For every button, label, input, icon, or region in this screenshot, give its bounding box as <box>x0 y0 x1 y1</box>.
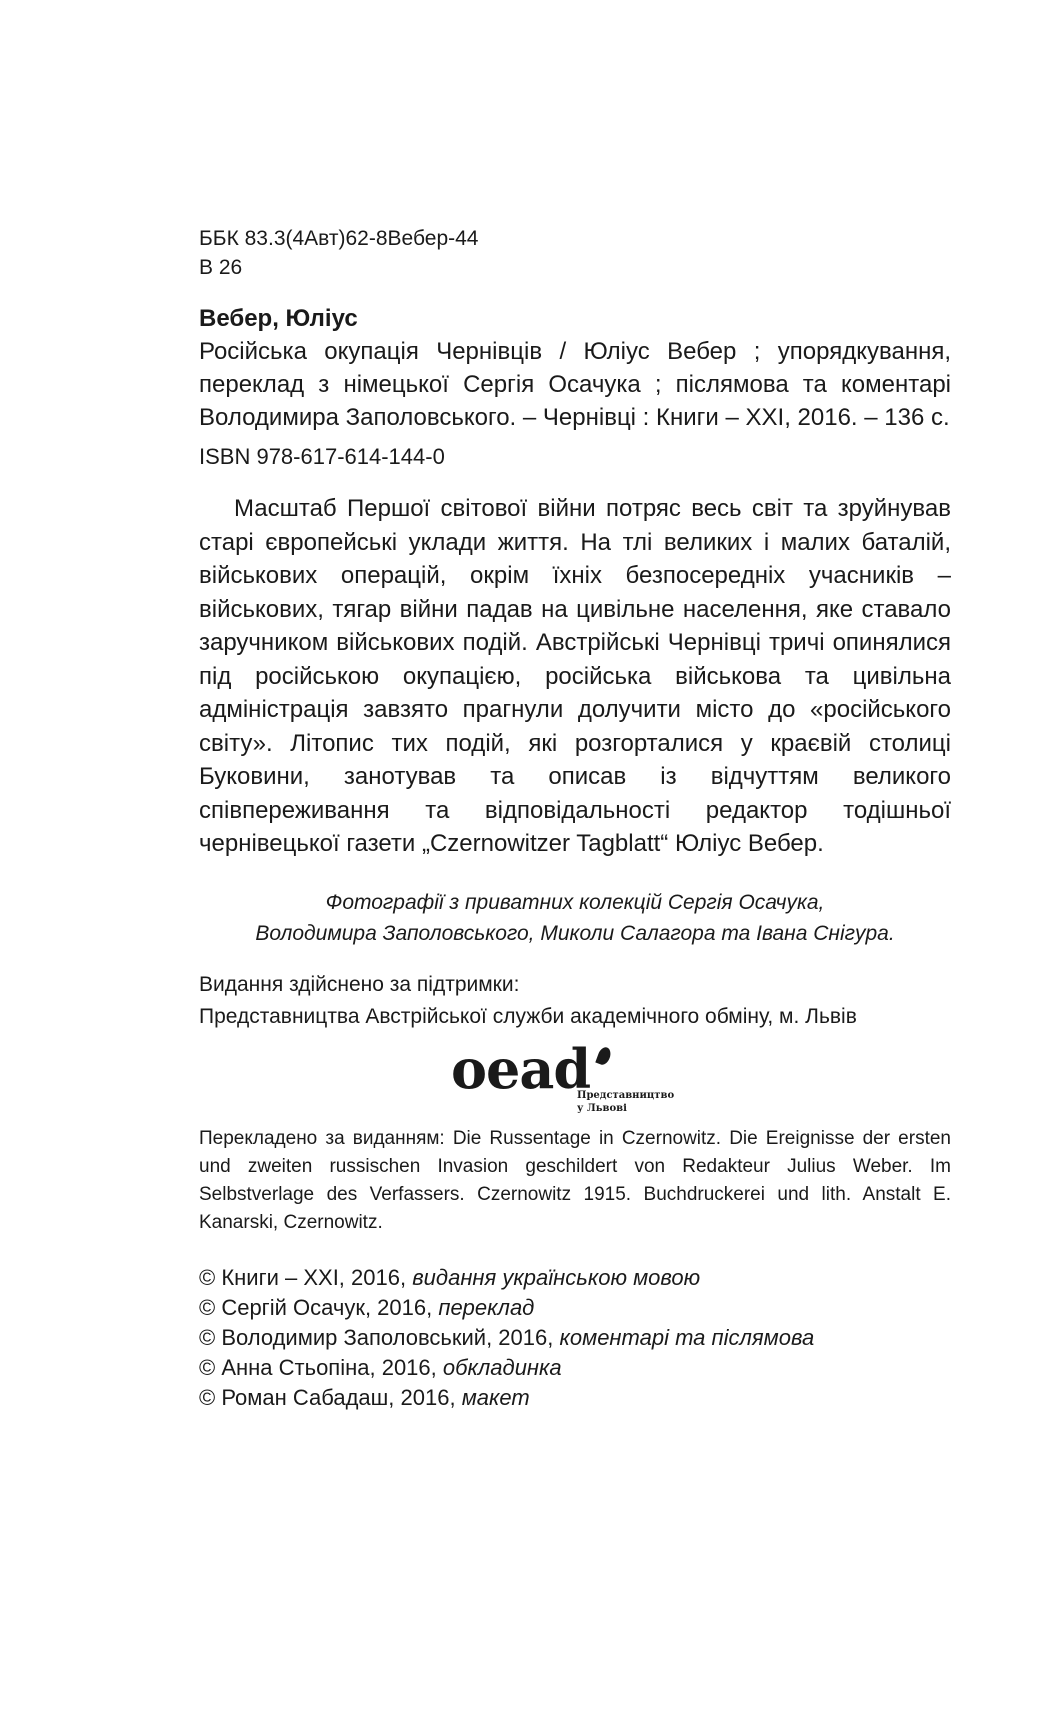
oead-logo-caption <box>577 1089 674 1115</box>
copyright-line <box>199 1263 951 1293</box>
logo-caption-line-2: у Львові <box>577 1102 627 1114</box>
bbk-code: ББК 83.3(4Авт)62-8Вебер-44 <box>199 227 479 250</box>
original-edition-note: Перекладено за виданням: Die Russentage in Czernowitz. Die Ereignisse der ersten und zweiten russischen Invasion geschildert von Redakteur Julius Weber. Im Selbstverlage des Verfassers. Czernowitz 1915. Buchdruckerei und lith. Anstalt E. Kanarski, Czernowitz. <box>199 1127 951 1233</box>
copyright-line <box>199 1293 951 1323</box>
copyright-line <box>199 1323 951 1353</box>
photo-credits-line-1: Фотографії з приватних колекцій Сергія Осачука, <box>325 890 825 914</box>
entry-author: Вебер, Юліус <box>199 305 358 332</box>
copyright-list <box>199 1263 951 1413</box>
bibliographic-entry <box>199 302 951 434</box>
copyright-role: обкладинка <box>442 1354 562 1380</box>
copyright-line <box>199 1353 951 1383</box>
photo-credits <box>199 887 951 949</box>
imprint-page <box>199 224 951 1413</box>
support-line-2: Представництва Австрійської служби академічного обміну, м. Львів <box>199 1004 857 1028</box>
oead-logo <box>451 1036 711 1117</box>
copyright-role: переклад <box>438 1294 535 1320</box>
author-index: В 26 <box>199 256 243 279</box>
logo-accent-icon <box>595 1045 612 1066</box>
photo-credits-line-2: Володимира Заполовського, Миколи Салагора та Івана Снігура. <box>255 921 895 945</box>
copyright-role: макет <box>461 1384 530 1410</box>
copyright-holder: © Сергій Осачук, 2016, <box>199 1294 439 1320</box>
bbk-block <box>199 224 951 282</box>
logo-caption-line-1: Представництво <box>577 1089 675 1101</box>
isbn: ISBN 978-617-614-144-0 <box>199 444 445 469</box>
copyright-holder: © Володимир Заполовський, 2016, <box>199 1324 560 1350</box>
support-note <box>199 969 951 1033</box>
copyright-line <box>199 1383 951 1413</box>
entry-description: Російська окупація Чернівців / Юліус Вебер ; упорядкування, переклад з німецької Сергія Осачука ; післямова та коментарі Володимира Заполовського. – Чернівці : Книги – ХХІ, 2016. – 136 с. <box>199 338 951 431</box>
oead-wordmark: oead <box>451 1036 591 1101</box>
copyright-role: коментарі та післямова <box>559 1324 815 1350</box>
support-line-1: Видання здійснено за підтримки: <box>199 972 520 996</box>
copyright-holder: © Роман Сабадаш, 2016, <box>199 1384 462 1410</box>
copyright-holder: © Анна Стьопіна, 2016, <box>199 1354 443 1380</box>
annotation-paragraph: Масштаб Першої світової війни потряс весь світ та зруйнував старі європейські уклади життя. На тлі великих і малих баталій, військових операцій, окрім їхніх безпосередніх учасників – військових, тягар війни падав на цивільне населення, яке ставало заручником військових подій. Австрійські Чернівці тричі опинялися під російською окупацією, російська військова та цивільна адміністрація завзято прагнули долучити місто до «російського світу». Літопис тих подій, які розгорталися у краєвій столиці Буковини, занотував та описав із відчуттям великого співпереживання та відповідальності редактор тодішньої чернівецької газети „Czernowitzer Tagblatt“ Юліус Вебер. <box>199 495 951 857</box>
copyright-holder: © Книги – ХХІ, 2016, <box>199 1264 413 1290</box>
copyright-role: видання українською мовою <box>412 1264 701 1290</box>
